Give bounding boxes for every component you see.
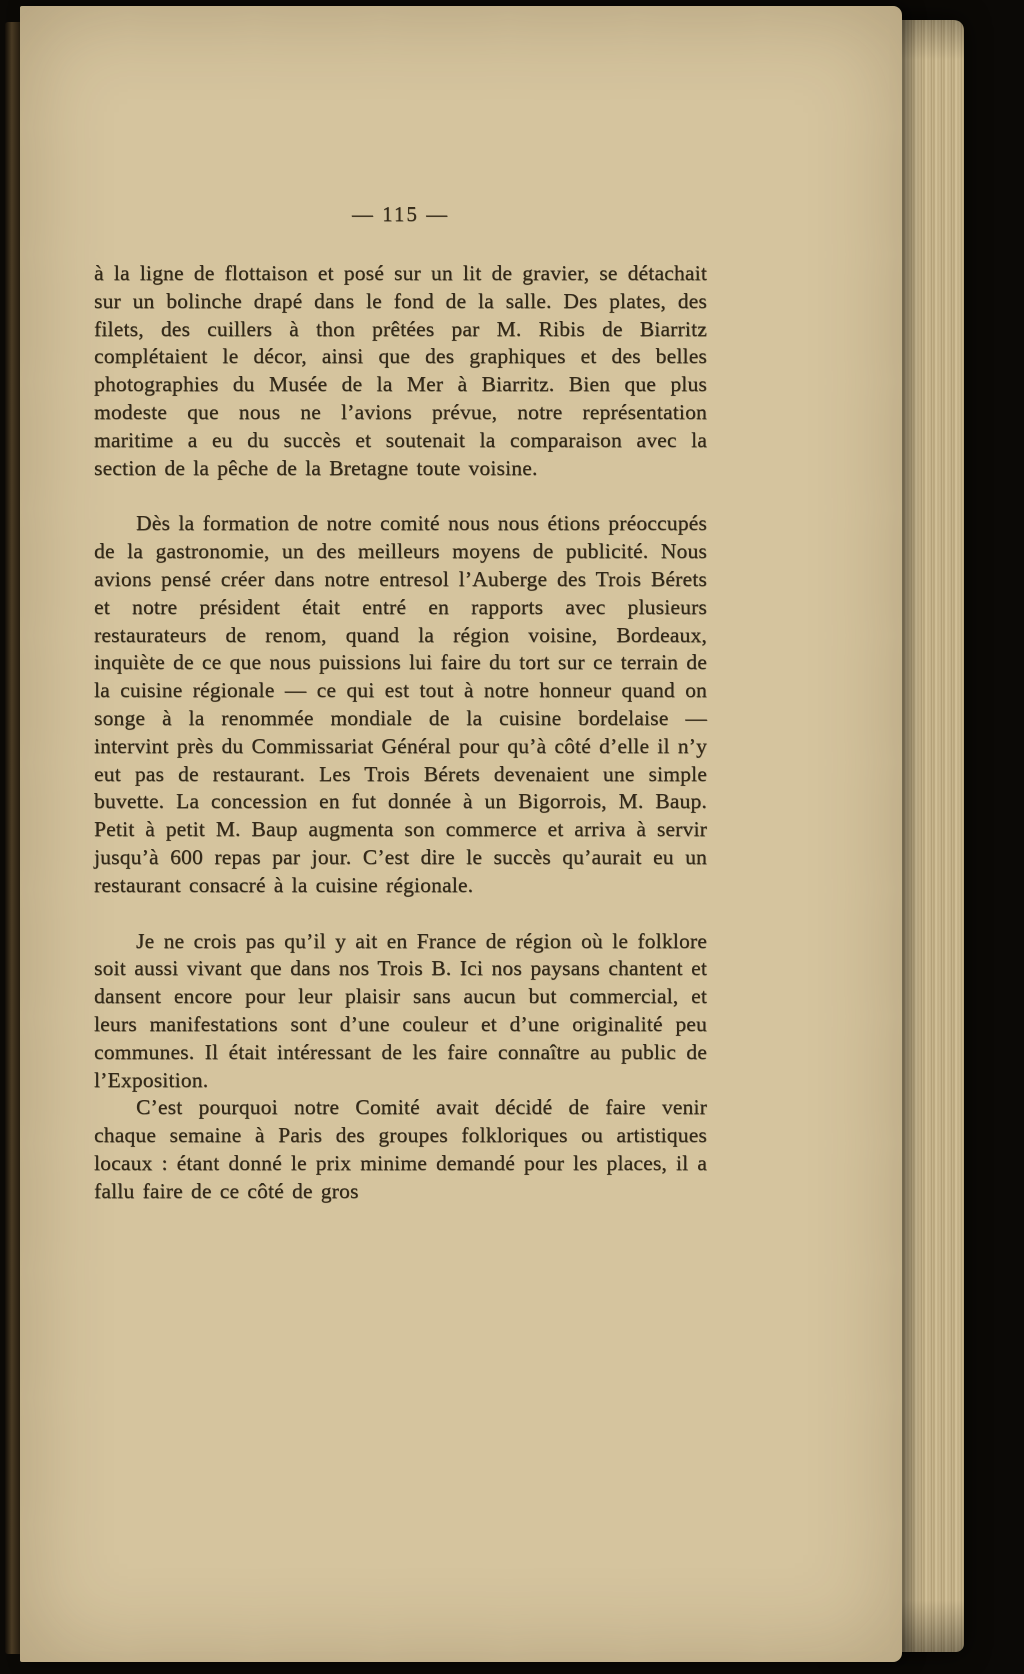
page-number: — 115 — — [351, 202, 450, 226]
paragraph-continuation: à la ligne de flottaison et posé sur un lit de gravier, se détachait sur un bolinche drapé dans le fond de la salle. Des plates, des filets, des cuillers à thon prêtées par M. Ribis de Biarritz complétaient le décor, ainsi que des graphiques et des belles photographies du Musée de la Mer à Biarritz. Bien que plus modeste que nous ne l’avions prévue, notre représentation maritime a eu du succès et soutenait la comparaison avec la section de la pêche de la Bretagne toute voisine. — [94, 261, 707, 480]
paragraph: Dès la formation de notre comité nous nous étions préoccupés de la gastronomie, un des meilleurs moyens de publicité. Nous avions pensé créer dans notre entresol l’Auberge des Trois Bérets et notre président était entré en rapports avec plusieurs restaurateurs de renom, quand la région voisine, Bordeaux, inquiète de ce que nous puissions lui faire du tort sur ce terrain de la cuisine régionale — ce qui est tout à notre honneur quand on songe à la renommée mondiale de la cuisine bordelaise — intervint près du Commissariat Général pour qu’à côté d’elle il n’y eut pas de restaurant. Les Trois Bérets devenaient une simple buvette. La concession en fut donnée à un Bigorrois, M. Baup. Petit à petit M. Baup augmenta son commerce et arriva à servir jusqu’à 600 repas par jour. C’est dire le succès qu’aurait eu un restaurant consacré à la cuisine régionale. — [94, 511, 707, 897]
book-spine-edge — [5, 22, 20, 1654]
paragraph: C’est pourquoi notre Comité avait décidé de faire venir chaque semaine à Paris des groupes folkloriques ou artistiques locaux : étant donné le prix minime demandé pour les places, il a fallu faire de ce côté de gros — [94, 1095, 707, 1203]
book-page — [20, 6, 902, 1662]
paragraph: Je ne crois pas qu’il y ait en France de région où le folklore soit aussi vivant que dans nos Trois B. Ici nos paysans chantent et dansent encore pour leur plaisir sans aucun but commercial, et leurs manifestations sont d’une couleur et d’une originalité peu communes. Il était intéressant de les faire connaître au public de l’Exposition. — [94, 928, 707, 1092]
page-text-block — [94, 202, 707, 1206]
